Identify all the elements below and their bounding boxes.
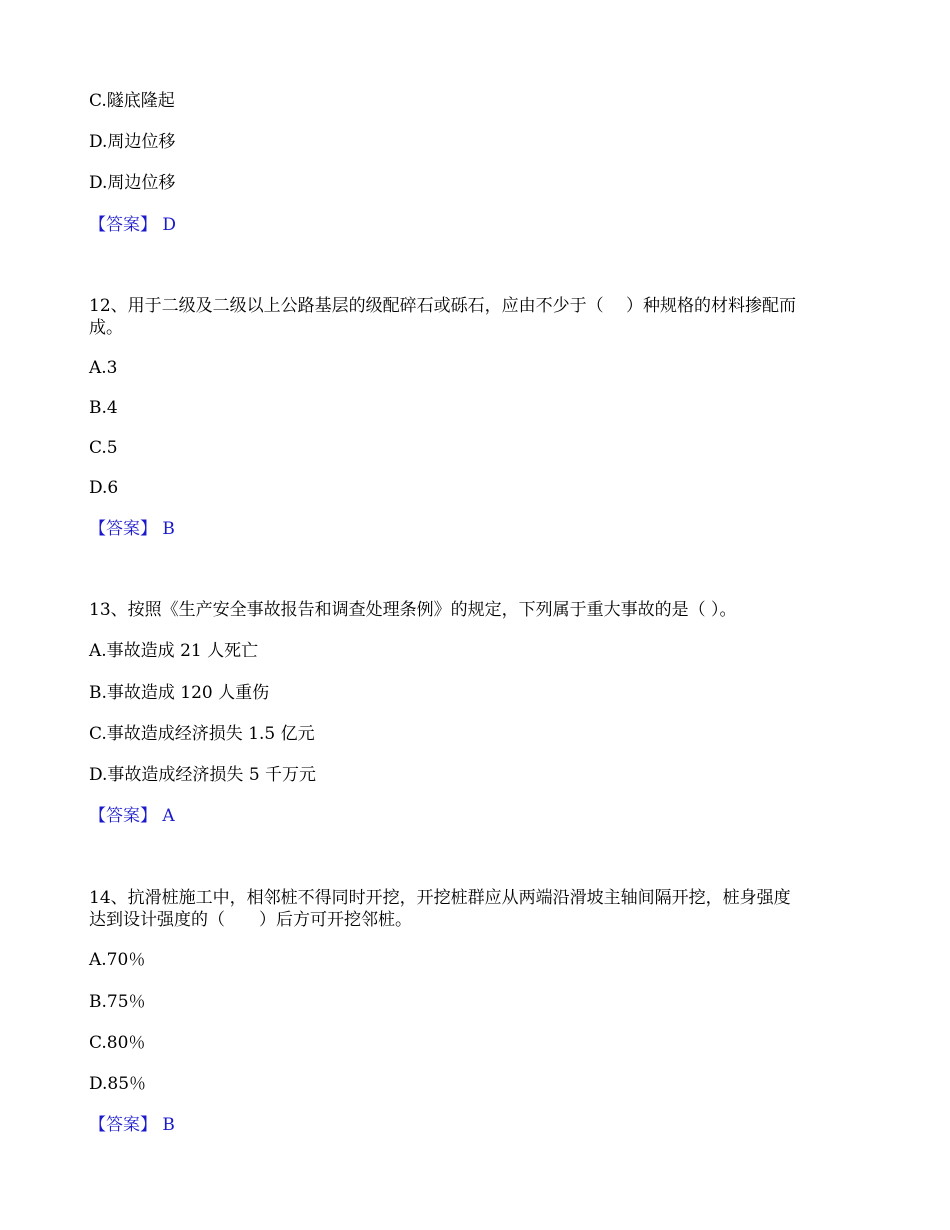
- q12-option-c: C.5: [89, 438, 118, 458]
- q14-stem-line1: 14、抗滑桩施工中，相邻桩不得同时开挖，开挖桩群应从两端沿滑坡主轴间隔开挖，桩身强度: [89, 888, 791, 908]
- q12-stem-line1: 12、用于二级及二级以上公路基层的级配碎石或砾石，应由不少于（ ）种规格的材料掺配而: [89, 296, 797, 316]
- q13-answer: 【答案】 A: [89, 806, 175, 826]
- q12-option-d: D.6: [89, 478, 119, 498]
- q11-answer: 【答案】 D: [89, 215, 177, 235]
- q14-stem: [89, 887, 859, 931]
- q11-option-d: D.周边位移: [89, 173, 176, 193]
- q11-option-c: D.周边位移: [89, 132, 176, 152]
- q13-stem-line1: 13、按照《生产安全事故报告和调查处理条例》的规定，下列属于重大事故的是（ ）。: [89, 600, 737, 620]
- q12-stem: [89, 295, 859, 339]
- q13-option-a: A.事故造成 21 人死亡: [89, 641, 259, 661]
- q14-option-a: A.70％: [89, 950, 146, 970]
- q13-stem: [89, 599, 859, 621]
- q14-option-b: B.75％: [89, 992, 146, 1012]
- q13-option-d: D.事故造成经济损失 5 千万元: [89, 765, 317, 785]
- q14-stem-line2: 达到设计强度的（ ）后方可开挖邻桩。: [89, 910, 412, 930]
- q12-option-b: B.4: [89, 398, 118, 418]
- q12-answer: 【答案】 B: [89, 519, 175, 539]
- q14-answer: 【答案】 B: [89, 1115, 175, 1135]
- q14-option-c: C.80％: [89, 1033, 146, 1053]
- q11-option-b: C.隧底隆起: [89, 91, 175, 111]
- q12-option-a: A.3: [89, 358, 118, 378]
- q12-stem-line2: 成。: [89, 318, 123, 338]
- q13-option-b: B.事故造成 120 人重伤: [89, 683, 270, 703]
- q14-option-d: D.85％: [89, 1074, 147, 1094]
- q13-option-c: C.事故造成经济损失 1.5 亿元: [89, 724, 315, 744]
